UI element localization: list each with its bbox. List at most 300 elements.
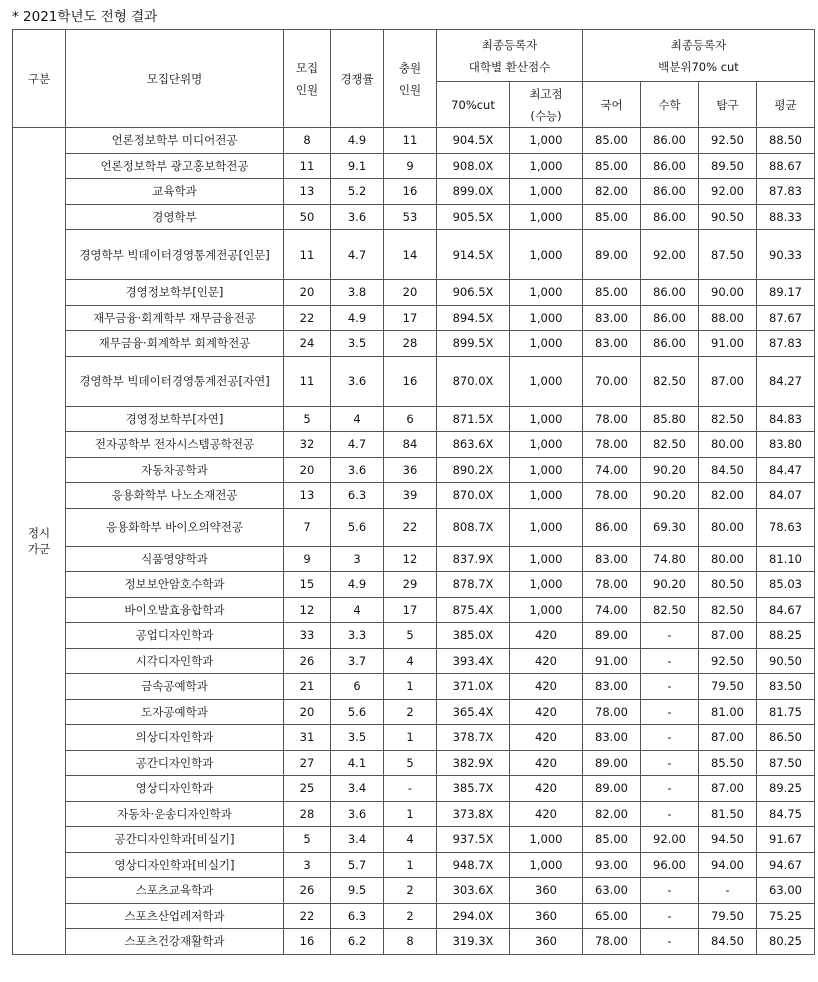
competition-cell: 3.4 [331, 776, 384, 802]
recruit-cell: 21 [284, 674, 331, 700]
max-score-cell: 420 [510, 776, 583, 802]
max-score-cell: 420 [510, 674, 583, 700]
cut70-cell: 878.7X [437, 572, 510, 598]
competition-cell: 5.2 [331, 179, 384, 205]
extra-cell: 12 [384, 546, 437, 572]
header-math: 수학 [641, 82, 699, 128]
table-body [13, 128, 815, 955]
average-cell: 84.47 [757, 457, 815, 483]
math-cell: - [641, 623, 699, 649]
table-row [13, 776, 815, 802]
recruit-cell: 15 [284, 572, 331, 598]
header-score-group: 최종등록자 대학별 환산점수 [437, 30, 583, 82]
inquiry-cell: 91.00 [699, 331, 757, 357]
korean-cell: 85.00 [583, 827, 641, 853]
competition-cell: 5.7 [331, 852, 384, 878]
competition-cell: 9.5 [331, 878, 384, 904]
average-cell: 84.07 [757, 483, 815, 509]
inquiry-cell: - [699, 878, 757, 904]
average-cell: 83.80 [757, 432, 815, 458]
table-row [13, 204, 815, 230]
table-row [13, 331, 815, 357]
average-cell: 84.83 [757, 406, 815, 432]
math-cell: 82.50 [641, 356, 699, 406]
average-cell: 87.83 [757, 179, 815, 205]
math-cell: 86.00 [641, 204, 699, 230]
unit-name-cell: 식품영양학과 [66, 546, 284, 572]
korean-cell: 83.00 [583, 674, 641, 700]
math-cell: 90.20 [641, 572, 699, 598]
math-cell: - [641, 674, 699, 700]
competition-cell: 4 [331, 406, 384, 432]
extra-cell: 1 [384, 852, 437, 878]
unit-name-cell: 경영학부 빅데이터경영통계전공[인문] [66, 230, 284, 280]
max-score-cell: 360 [510, 878, 583, 904]
inquiry-cell: 92.00 [699, 179, 757, 205]
recruit-cell: 20 [284, 457, 331, 483]
korean-cell: 63.00 [583, 878, 641, 904]
cut70-cell: 385.7X [437, 776, 510, 802]
recruit-cell: 5 [284, 827, 331, 853]
recruit-cell: 22 [284, 305, 331, 331]
unit-name-cell: 스포츠교육학과 [66, 878, 284, 904]
korean-cell: 83.00 [583, 725, 641, 751]
inquiry-cell: 79.50 [699, 674, 757, 700]
extra-cell: 2 [384, 903, 437, 929]
group-label-cell: 정시 가군 [13, 128, 66, 955]
competition-cell: 6.2 [331, 929, 384, 955]
inquiry-cell: 82.50 [699, 406, 757, 432]
recruit-cell: 22 [284, 903, 331, 929]
competition-cell: 6.3 [331, 903, 384, 929]
max-score-cell: 1,000 [510, 305, 583, 331]
competition-cell: 3.5 [331, 331, 384, 357]
math-cell: 74.80 [641, 546, 699, 572]
korean-cell: 78.00 [583, 483, 641, 509]
extra-cell: 84 [384, 432, 437, 458]
max-score-cell: 420 [510, 801, 583, 827]
inquiry-cell: 79.50 [699, 903, 757, 929]
unit-name-cell: 경영학부 빅데이터경영통계전공[자연] [66, 356, 284, 406]
average-cell: 87.83 [757, 331, 815, 357]
average-cell: 83.50 [757, 674, 815, 700]
extra-cell: 5 [384, 623, 437, 649]
inquiry-cell: 80.00 [699, 432, 757, 458]
table-row [13, 929, 815, 955]
unit-name-cell: 시각디자인학과 [66, 648, 284, 674]
math-cell: 69.30 [641, 508, 699, 546]
competition-cell: 5.6 [331, 508, 384, 546]
max-score-cell: 360 [510, 903, 583, 929]
unit-name-cell: 재무금융·회계학부 회계학전공 [66, 331, 284, 357]
korean-cell: 83.00 [583, 305, 641, 331]
cut70-cell: 373.8X [437, 801, 510, 827]
unit-name-cell: 공간디자인학과 [66, 750, 284, 776]
average-cell: 63.00 [757, 878, 815, 904]
table-row [13, 852, 815, 878]
table-row [13, 827, 815, 853]
competition-cell: 3.8 [331, 280, 384, 306]
korean-cell: 78.00 [583, 432, 641, 458]
unit-name-cell: 정보보안암호수학과 [66, 572, 284, 598]
recruit-cell: 13 [284, 483, 331, 509]
competition-cell: 4.9 [331, 128, 384, 154]
extra-cell: 11 [384, 128, 437, 154]
competition-cell: 6 [331, 674, 384, 700]
recruit-cell: 26 [284, 878, 331, 904]
table-row [13, 572, 815, 598]
inquiry-cell: 82.50 [699, 597, 757, 623]
inquiry-cell: 92.50 [699, 128, 757, 154]
unit-name-cell: 언론정보학부 광고홍보학전공 [66, 153, 284, 179]
math-cell: 86.00 [641, 331, 699, 357]
unit-name-cell: 언론정보학부 미디어전공 [66, 128, 284, 154]
extra-cell: 4 [384, 827, 437, 853]
korean-cell: 65.00 [583, 903, 641, 929]
korean-cell: 82.00 [583, 179, 641, 205]
average-cell: 89.25 [757, 776, 815, 802]
korean-cell: 85.00 [583, 153, 641, 179]
inquiry-cell: 87.00 [699, 356, 757, 406]
recruit-cell: 24 [284, 331, 331, 357]
cut70-cell: 385.0X [437, 623, 510, 649]
competition-cell: 3.6 [331, 356, 384, 406]
competition-cell: 4.1 [331, 750, 384, 776]
korean-cell: 78.00 [583, 406, 641, 432]
table-row [13, 457, 815, 483]
cut70-cell: 870.0X [437, 356, 510, 406]
average-cell: 90.50 [757, 648, 815, 674]
header-average: 평균 [757, 82, 815, 128]
header-korean: 국어 [583, 82, 641, 128]
average-cell: 75.25 [757, 903, 815, 929]
math-cell: 82.50 [641, 432, 699, 458]
competition-cell: 4 [331, 597, 384, 623]
average-cell: 91.67 [757, 827, 815, 853]
math-cell: - [641, 725, 699, 751]
korean-cell: 78.00 [583, 572, 641, 598]
recruit-cell: 11 [284, 356, 331, 406]
competition-cell: 3.6 [331, 457, 384, 483]
korean-cell: 89.00 [583, 776, 641, 802]
math-cell: 86.00 [641, 305, 699, 331]
recruit-cell: 11 [284, 230, 331, 280]
cut70-cell: 294.0X [437, 903, 510, 929]
unit-name-cell: 전자공학부 전자시스템공학전공 [66, 432, 284, 458]
inquiry-cell: 87.00 [699, 623, 757, 649]
unit-name-cell: 바이오발효융합학과 [66, 597, 284, 623]
extra-cell: 28 [384, 331, 437, 357]
cut70-cell: 371.0X [437, 674, 510, 700]
competition-cell: 3 [331, 546, 384, 572]
cut70-cell: 319.3X [437, 929, 510, 955]
extra-cell: 1 [384, 801, 437, 827]
unit-name-cell: 경영정보학부[자연] [66, 406, 284, 432]
korean-cell: 83.00 [583, 546, 641, 572]
unit-name-cell: 의상디자인학과 [66, 725, 284, 751]
cut70-cell: 875.4X [437, 597, 510, 623]
table-row [13, 508, 815, 546]
average-cell: 80.25 [757, 929, 815, 955]
recruit-cell: 13 [284, 179, 331, 205]
korean-cell: 89.00 [583, 623, 641, 649]
average-cell: 94.67 [757, 852, 815, 878]
max-score-cell: 420 [510, 750, 583, 776]
unit-name-cell: 도자공예학과 [66, 699, 284, 725]
cut70-cell: 837.9X [437, 546, 510, 572]
inquiry-cell: 88.00 [699, 305, 757, 331]
recruit-cell: 9 [284, 546, 331, 572]
extra-cell: 4 [384, 648, 437, 674]
extra-cell: 53 [384, 204, 437, 230]
table-row [13, 483, 815, 509]
header-gubun: 구분 [13, 30, 66, 128]
table-row [13, 903, 815, 929]
unit-name-cell: 스포츠산업레저학과 [66, 903, 284, 929]
table-row [13, 280, 815, 306]
unit-name-cell: 자동차공학과 [66, 457, 284, 483]
cut70-cell: 378.7X [437, 725, 510, 751]
competition-cell: 3.6 [331, 801, 384, 827]
inquiry-cell: 84.50 [699, 457, 757, 483]
table-row [13, 179, 815, 205]
max-score-cell: 1,000 [510, 280, 583, 306]
average-cell: 81.75 [757, 699, 815, 725]
competition-cell: 4.9 [331, 305, 384, 331]
math-cell: 86.00 [641, 128, 699, 154]
cut70-cell: 937.5X [437, 827, 510, 853]
competition-cell: 3.6 [331, 204, 384, 230]
inquiry-cell: 81.00 [699, 699, 757, 725]
header-percentile-group: 최종등록자 백분위70% cut [583, 30, 815, 82]
unit-name-cell: 응용화학부 바이오의약전공 [66, 508, 284, 546]
extra-cell: 36 [384, 457, 437, 483]
table-row [13, 725, 815, 751]
recruit-cell: 3 [284, 852, 331, 878]
max-score-cell: 360 [510, 929, 583, 955]
unit-name-cell: 경영정보학부[인문] [66, 280, 284, 306]
recruit-cell: 20 [284, 699, 331, 725]
math-cell: - [641, 776, 699, 802]
table-row [13, 648, 815, 674]
table-row [13, 305, 815, 331]
recruit-cell: 31 [284, 725, 331, 751]
header-unit-name: 모집단위명 [66, 30, 284, 128]
average-cell: 81.10 [757, 546, 815, 572]
average-cell: 88.33 [757, 204, 815, 230]
extra-cell: 17 [384, 305, 437, 331]
cut70-cell: 890.2X [437, 457, 510, 483]
recruit-cell: 8 [284, 128, 331, 154]
average-cell: 78.63 [757, 508, 815, 546]
inquiry-cell: 87.50 [699, 230, 757, 280]
unit-name-cell: 영상디자인학과 [66, 776, 284, 802]
max-score-cell: 420 [510, 699, 583, 725]
table-row [13, 878, 815, 904]
max-score-cell: 1,000 [510, 508, 583, 546]
table-row [13, 623, 815, 649]
math-cell: - [641, 801, 699, 827]
average-cell: 85.03 [757, 572, 815, 598]
unit-name-cell: 재무금융·회계학부 재무금융전공 [66, 305, 284, 331]
unit-name-cell: 공간디자인학과[비실기] [66, 827, 284, 853]
math-cell: 82.50 [641, 597, 699, 623]
korean-cell: 85.00 [583, 204, 641, 230]
table-row [13, 699, 815, 725]
max-score-cell: 1,000 [510, 483, 583, 509]
cut70-cell: 899.0X [437, 179, 510, 205]
cut70-cell: 904.5X [437, 128, 510, 154]
inquiry-cell: 80.00 [699, 508, 757, 546]
math-cell: 90.20 [641, 457, 699, 483]
average-cell: 84.27 [757, 356, 815, 406]
math-cell: - [641, 878, 699, 904]
extra-cell: 1 [384, 674, 437, 700]
cut70-cell: 906.5X [437, 280, 510, 306]
table-row [13, 356, 815, 406]
extra-cell: 17 [384, 597, 437, 623]
cut70-cell: 948.7X [437, 852, 510, 878]
recruit-cell: 33 [284, 623, 331, 649]
table-row [13, 230, 815, 280]
extra-cell: 8 [384, 929, 437, 955]
inquiry-cell: 87.00 [699, 776, 757, 802]
competition-cell: 3.7 [331, 648, 384, 674]
cut70-cell: 808.7X [437, 508, 510, 546]
max-score-cell: 420 [510, 725, 583, 751]
inquiry-cell: 94.50 [699, 827, 757, 853]
cut70-cell: 905.5X [437, 204, 510, 230]
extra-cell: 1 [384, 725, 437, 751]
extra-cell: 5 [384, 750, 437, 776]
inquiry-cell: 85.50 [699, 750, 757, 776]
korean-cell: 74.00 [583, 597, 641, 623]
unit-name-cell: 응용화학부 나노소재전공 [66, 483, 284, 509]
unit-name-cell: 스포츠건강재활학과 [66, 929, 284, 955]
inquiry-cell: 90.00 [699, 280, 757, 306]
average-cell: 87.67 [757, 305, 815, 331]
max-score-cell: 1,000 [510, 153, 583, 179]
average-cell: 86.50 [757, 725, 815, 751]
table-row [13, 546, 815, 572]
inquiry-cell: 89.50 [699, 153, 757, 179]
extra-cell: 2 [384, 878, 437, 904]
admission-results-table [12, 29, 815, 955]
inquiry-cell: 81.50 [699, 801, 757, 827]
average-cell: 84.75 [757, 801, 815, 827]
unit-name-cell: 자동차·운송디자인학과 [66, 801, 284, 827]
math-cell: - [641, 929, 699, 955]
max-score-cell: 1,000 [510, 230, 583, 280]
extra-cell: 22 [384, 508, 437, 546]
max-score-cell: 1,000 [510, 457, 583, 483]
math-cell: - [641, 750, 699, 776]
table-row [13, 801, 815, 827]
average-cell: 88.50 [757, 128, 815, 154]
cut70-cell: 393.4X [437, 648, 510, 674]
max-score-cell: 420 [510, 623, 583, 649]
unit-name-cell: 공업디자인학과 [66, 623, 284, 649]
recruit-cell: 16 [284, 929, 331, 955]
average-cell: 84.67 [757, 597, 815, 623]
math-cell: - [641, 903, 699, 929]
unit-name-cell: 금속공예학과 [66, 674, 284, 700]
recruit-cell: 25 [284, 776, 331, 802]
max-score-cell: 1,000 [510, 406, 583, 432]
unit-name-cell: 경영학부 [66, 204, 284, 230]
average-cell: 88.67 [757, 153, 815, 179]
recruit-cell: 26 [284, 648, 331, 674]
header-competition: 경쟁률 [331, 30, 384, 128]
extra-cell: - [384, 776, 437, 802]
extra-cell: 20 [384, 280, 437, 306]
recruit-cell: 28 [284, 801, 331, 827]
average-cell: 90.33 [757, 230, 815, 280]
korean-cell: 89.00 [583, 230, 641, 280]
header-cut70: 70%cut [437, 82, 510, 128]
inquiry-cell: 80.50 [699, 572, 757, 598]
competition-cell: 3.5 [331, 725, 384, 751]
korean-cell: 82.00 [583, 801, 641, 827]
korean-cell: 74.00 [583, 457, 641, 483]
korean-cell: 83.00 [583, 331, 641, 357]
page-title: * 2021학년도 전형 결과 [12, 9, 158, 25]
average-cell: 89.17 [757, 280, 815, 306]
extra-cell: 29 [384, 572, 437, 598]
recruit-cell: 11 [284, 153, 331, 179]
table-row [13, 128, 815, 154]
max-score-cell: 1,000 [510, 546, 583, 572]
math-cell: - [641, 699, 699, 725]
extra-cell: 2 [384, 699, 437, 725]
inquiry-cell: 80.00 [699, 546, 757, 572]
header-recruit: 모집 인원 [284, 30, 331, 128]
math-cell: 86.00 [641, 179, 699, 205]
cut70-cell: 382.9X [437, 750, 510, 776]
korean-cell: 93.00 [583, 852, 641, 878]
table-row [13, 750, 815, 776]
recruit-cell: 27 [284, 750, 331, 776]
recruit-cell: 50 [284, 204, 331, 230]
competition-cell: 5.6 [331, 699, 384, 725]
competition-cell: 4.9 [331, 572, 384, 598]
korean-cell: 85.00 [583, 128, 641, 154]
cut70-cell: 303.6X [437, 878, 510, 904]
korean-cell: 78.00 [583, 929, 641, 955]
competition-cell: 9.1 [331, 153, 384, 179]
unit-name-cell: 영상디자인학과[비실기] [66, 852, 284, 878]
competition-cell: 3.4 [331, 827, 384, 853]
math-cell: 86.00 [641, 153, 699, 179]
math-cell: 92.00 [641, 230, 699, 280]
table-row [13, 432, 815, 458]
math-cell: 86.00 [641, 280, 699, 306]
max-score-cell: 1,000 [510, 432, 583, 458]
extra-cell: 6 [384, 406, 437, 432]
inquiry-cell: 90.50 [699, 204, 757, 230]
recruit-cell: 5 [284, 406, 331, 432]
max-score-cell: 1,000 [510, 204, 583, 230]
cut70-cell: 914.5X [437, 230, 510, 280]
average-cell: 87.50 [757, 750, 815, 776]
max-score-cell: 1,000 [510, 356, 583, 406]
table-header [13, 30, 815, 128]
inquiry-cell: 82.00 [699, 483, 757, 509]
max-score-cell: 1,000 [510, 852, 583, 878]
math-cell: 90.20 [641, 483, 699, 509]
competition-cell: 4.7 [331, 432, 384, 458]
inquiry-cell: 92.50 [699, 648, 757, 674]
